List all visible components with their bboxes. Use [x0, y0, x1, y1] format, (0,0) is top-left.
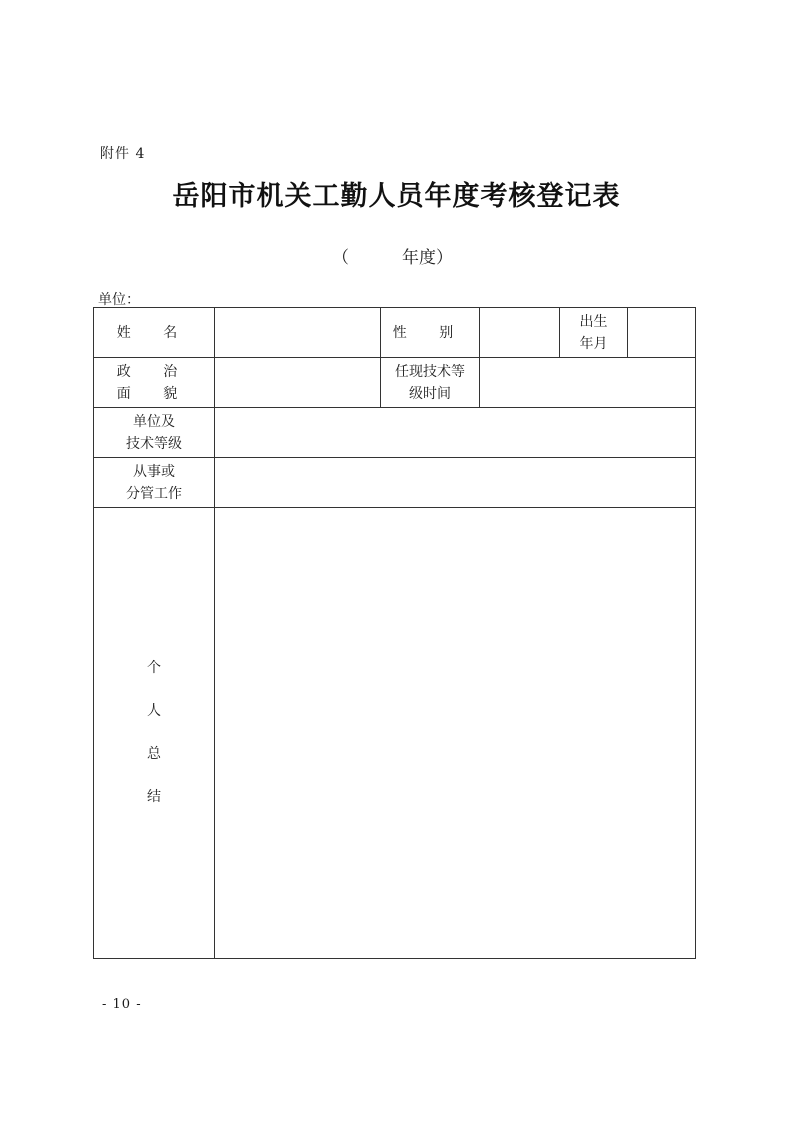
political-label-line2: 面 貌 [116, 385, 192, 402]
birth-field[interactable] [628, 308, 696, 358]
work-label-line1: 从事或 [133, 463, 175, 480]
birth-label-line1: 出生 [579, 313, 608, 330]
political-label-cell [94, 358, 215, 408]
unit-tech-label-cell [94, 408, 215, 458]
unit-tech-label-line2: 技术等级 [126, 435, 182, 452]
tech-time-field[interactable] [480, 358, 696, 408]
birth-label-cell [560, 308, 628, 358]
summary-label-cell [94, 508, 215, 959]
tech-time-label-cell [381, 358, 480, 408]
attachment-label: 附件 4 [100, 146, 146, 162]
table-row [94, 358, 696, 408]
name-field[interactable] [215, 308, 381, 358]
unit-tech-field[interactable] [215, 408, 696, 458]
gender-label-cell: 性 别 [381, 308, 480, 358]
tech-time-label-line1: 任现技术等 [395, 363, 465, 380]
form-title: 岳阳市机关工勤人员年度考核登记表 [172, 181, 621, 212]
name-label-cell: 姓 名 [94, 308, 215, 358]
summary-char: 总 [147, 746, 161, 762]
gender-field[interactable] [480, 308, 560, 358]
table-row [94, 508, 696, 959]
summary-field[interactable] [215, 508, 696, 959]
table-row [94, 408, 696, 458]
work-label-line2: 分管工作 [126, 485, 182, 502]
unit-tech-label-line1: 单位及 [133, 413, 175, 430]
tech-time-label-line2: 级时间 [409, 385, 451, 402]
political-field[interactable] [215, 358, 381, 408]
year-open-paren: （ [332, 248, 349, 268]
year-text: 年度） [402, 248, 453, 268]
work-label-cell [94, 458, 215, 508]
registration-table [93, 307, 696, 959]
unit-label: 单位： [98, 292, 140, 308]
summary-char: 结 [147, 789, 161, 805]
table-row [94, 458, 696, 508]
political-label-line1: 政 治 [116, 363, 192, 380]
page-number: - 10 - [102, 997, 142, 1012]
work-field[interactable] [215, 458, 696, 508]
summary-char: 个 [147, 660, 161, 676]
year-line [332, 243, 453, 268]
table-row [94, 308, 696, 358]
birth-label-line2: 年月 [579, 335, 608, 352]
summary-char: 人 [147, 703, 161, 719]
